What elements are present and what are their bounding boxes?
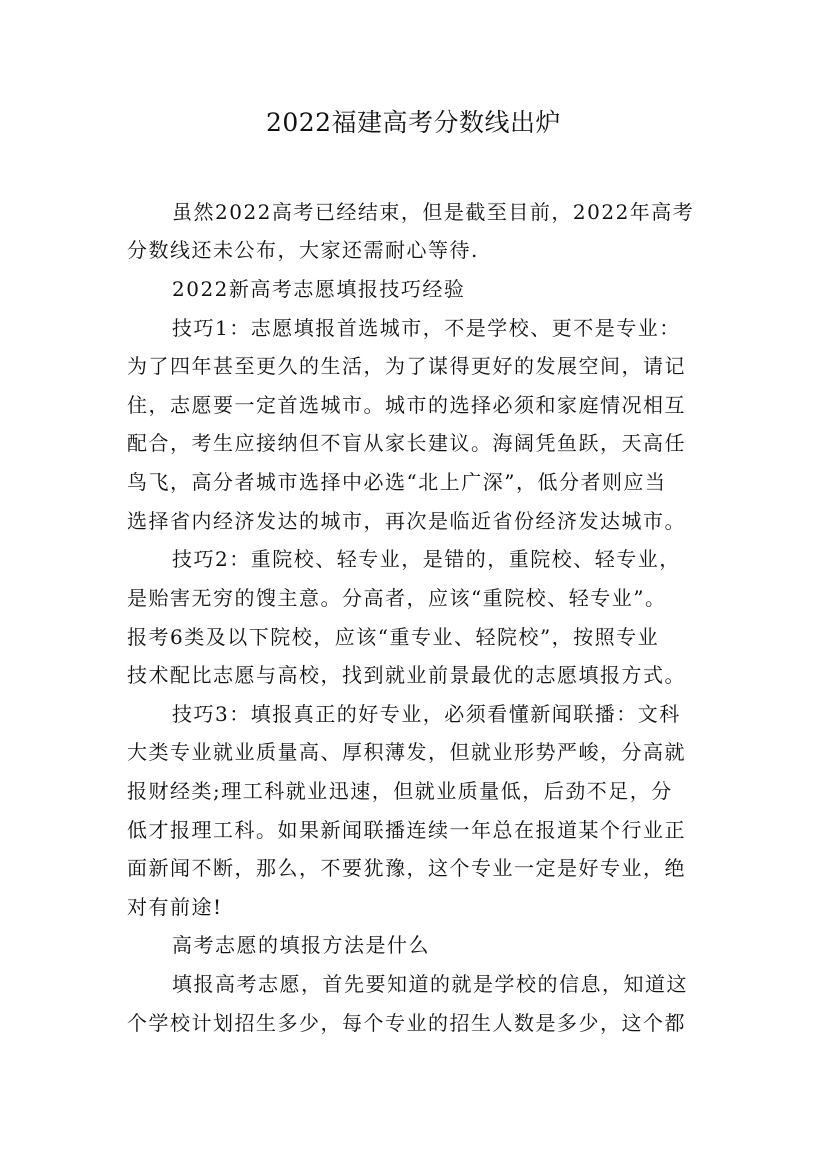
paragraph-line: 对有前途!	[127, 895, 223, 919]
section-heading: 高考志愿的填报方法是什么	[172, 933, 430, 957]
paragraph-line: 大类专业就业质量高、厚积薄发，但就业形势严峻，分高就	[127, 740, 686, 764]
paragraph-line: 技巧1：志愿填报首选城市，不是学校、更不是专业：	[172, 316, 681, 340]
paragraph-line: 技巧3：填报真正的好专业，必须看懂新闻联播：文科	[172, 702, 681, 726]
paragraph-line: 分数线还未公布，大家还需耐心等待.	[127, 238, 479, 262]
paragraph-line: 技术配比志愿与高校，找到就业前景最优的志愿填报方式。	[127, 663, 686, 687]
paragraph-line: 鸟飞，高分者城市选择中必选“北上广深”，低分者则应当	[127, 470, 667, 494]
paragraph-line: 配合，考生应接纳但不盲从家长建议。海阔凭鱼跃，天高任	[127, 431, 686, 455]
section-heading: 2022新高考志愿填报技巧经验	[172, 277, 466, 301]
paragraph-line: 个学校计划招生多少，每个专业的招生人数是多少，这个都	[127, 1011, 686, 1035]
paragraph-line: 填报高考志愿，首先要知道的就是学校的信息，知道这	[172, 972, 688, 996]
paragraph-line: 虽然2022高考已经结束，但是截至目前，2022年高考	[172, 200, 695, 224]
paragraph-line: 是贻害无穷的馊主意。分高者，应该“重院校、轻专业”。	[127, 586, 667, 610]
paragraph-line: 住，志愿要一定首选城市。城市的选择必须和家庭情况相互	[127, 393, 686, 417]
paragraph-line: 选择省内经济发达的城市，再次是临近省份经济发达城市。	[127, 509, 686, 533]
document-title: 2022福建高考分数线出炉	[265, 108, 562, 137]
paragraph-line: 为了四年甚至更久的生活，为了谋得更好的发展空间，请记	[127, 354, 686, 378]
paragraph-line: 报考6类及以下院校，应该“重专业、轻院校”，按照专业	[127, 625, 660, 649]
paragraph-line: 报财经类;理工科就业迅速，但就业质量低，后劲不足，分	[127, 779, 673, 803]
paragraph-line: 低才报理工科。如果新闻联播连续一年总在报道某个行业正	[127, 818, 686, 842]
paragraph-line: 技巧2：重院校、轻专业，是错的，重院校、轻专业，	[172, 547, 681, 571]
paragraph-line: 面新闻不断，那么，不要犹豫，这个专业一定是好专业，绝	[127, 856, 686, 880]
